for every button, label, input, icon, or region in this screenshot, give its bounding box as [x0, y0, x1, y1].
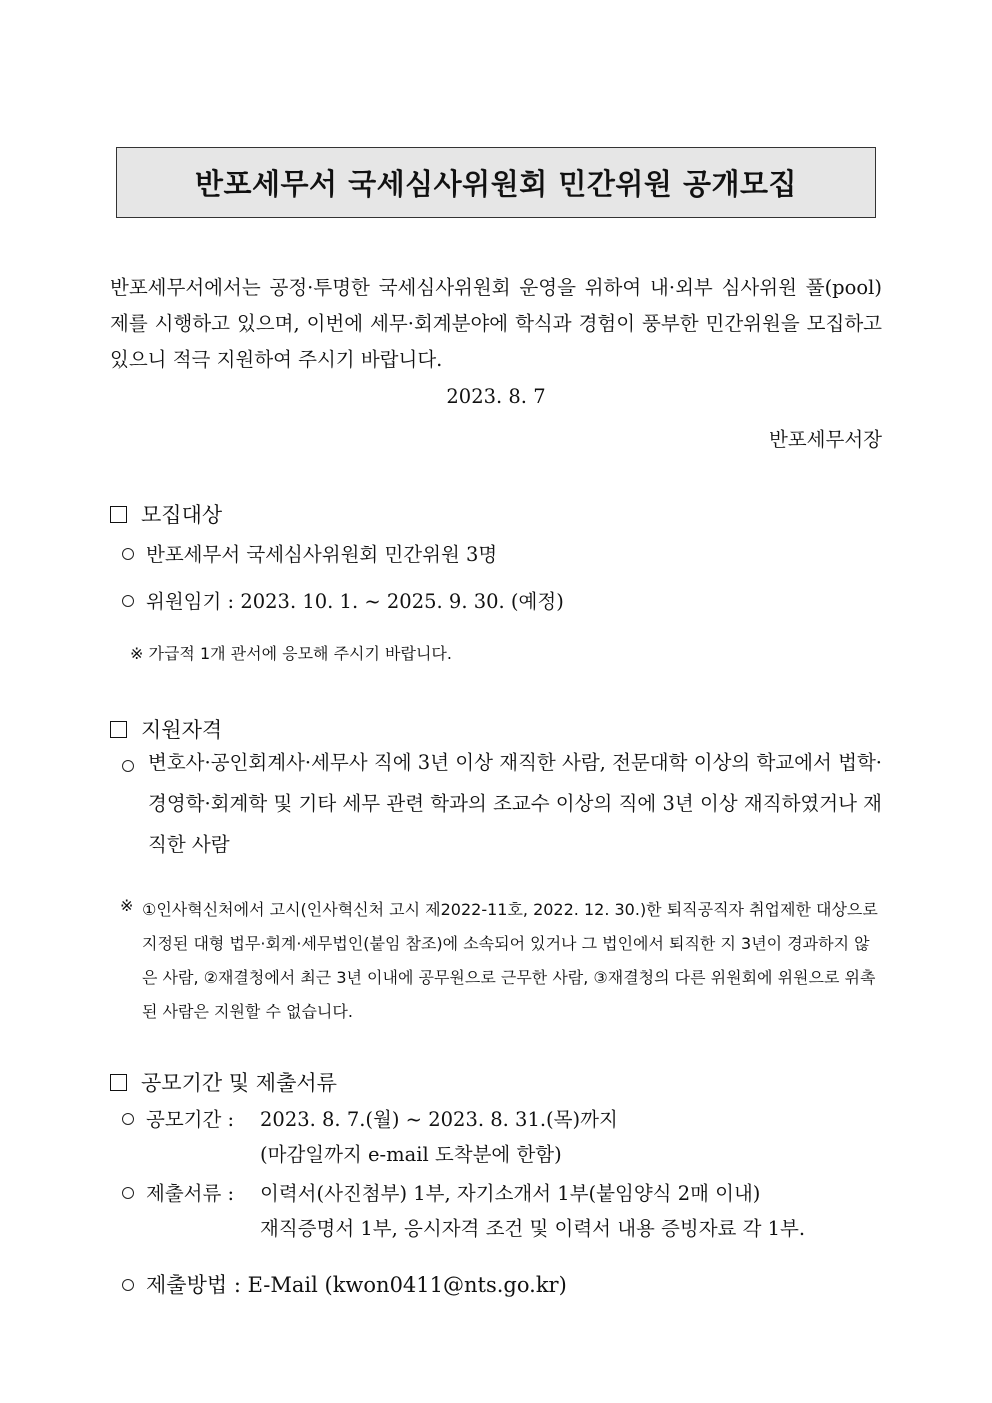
- recruit-term: [122, 586, 564, 614]
- intro-paragraph: 반포세무서에서는 공정·투명한 국세심사위원회 운영을 위하여 내·외부 심사위원 풀(pool)제를 시행하고 있으며, 이번에 세무·회계분야에 학식과 경험이 풍부한 민간위원을 모집하고 있으니 적극 지원하여 주시기 바랍니다.: [110, 276, 882, 371]
- recruit-term-text: 위원임기 : 2023. 10. 1. ~ 2025. 9. 30. (예정): [146, 590, 564, 613]
- period-value: 2023. 8. 7.(월) ~ 2023. 8. 31.(목)까지: [260, 1108, 618, 1131]
- docs-sub: 재직증명서 1부, 응시자격 조건 및 이력서 내용 증빙자료 각 1부.: [260, 1217, 806, 1240]
- section-title: 공모기간 및 제출서류: [141, 1071, 337, 1095]
- circle-bullet-icon: [122, 595, 134, 607]
- method-row: [122, 1269, 567, 1299]
- section-application-heading: [110, 1067, 337, 1097]
- docs-value: 이력서(사진첨부) 1부, 자기소개서 1부(붙임양식 2매 이내): [260, 1182, 761, 1205]
- section-title: 지원자격: [141, 718, 223, 742]
- square-bullet-icon: [110, 506, 127, 523]
- square-bullet-icon: [110, 1074, 127, 1091]
- method-text: 제출방법 : E-Mail (kwon0411@nts.go.kr): [146, 1273, 567, 1297]
- page-title: 반포세무서 국세심사위원회 민간위원 공개모집: [194, 167, 798, 201]
- recruit-target: [122, 539, 497, 567]
- title-box: [116, 147, 876, 218]
- reference-mark-icon: ※: [120, 896, 134, 915]
- square-bullet-icon: [110, 721, 127, 738]
- recruit-note: ※ 가급적 1개 관서에 응모해 주시기 바랍니다.: [130, 644, 452, 663]
- circle-bullet-icon: [122, 548, 134, 560]
- recruit-target-text: 반포세무서 국세심사위원회 민간위원 3명: [146, 543, 498, 566]
- period-sub: (마감일까지 e-mail 도착분에 한함): [260, 1143, 562, 1166]
- notice-date: 2023. 8. 7: [446, 385, 546, 408]
- docs-label: 제출서류 :: [146, 1182, 235, 1205]
- circle-bullet-icon: [122, 1113, 134, 1125]
- qualification-note: ①인사혁신처에서 고시(인사혁신처 고시 제2022-11호, 2022. 12. 30.)한 퇴직공직자 취업제한 대상으로 지정된 대형 법무·회계·세무법인(붙임 참조)에 소속되어 있거나 그 법인에서 퇴직한 지 3년이 경과하지 않은 사람, ②재결청에서 최근 3년 이내에 공무원으로 근무한 사람, ③재결청의 다른 위원회에 위원으로 위촉된 사람은 지원할 수 없습니다.: [142, 900, 878, 1021]
- circle-bullet-icon: [122, 1279, 134, 1291]
- circle-bullet-icon: [122, 760, 134, 772]
- period-label: 공모기간 :: [146, 1108, 235, 1131]
- period-row: [122, 1104, 234, 1132]
- docs-row: [122, 1178, 234, 1206]
- circle-bullet-icon: [122, 1187, 134, 1199]
- section-title: 모집대상: [141, 503, 223, 527]
- section-recruit-heading: [110, 499, 222, 529]
- qualification-text: 변호사·공인회계사·세무사 직에 3년 이상 재직한 사람, 전문대학 이상의 학교에서 법학·경영학·회계학 및 기타 세무 관련 학과의 조교수 이상의 직에 3년 이상 재직하였거나 재직한 사람: [148, 751, 882, 856]
- section-qualification-heading: [110, 714, 222, 744]
- signer: 반포세무서장: [768, 428, 882, 451]
